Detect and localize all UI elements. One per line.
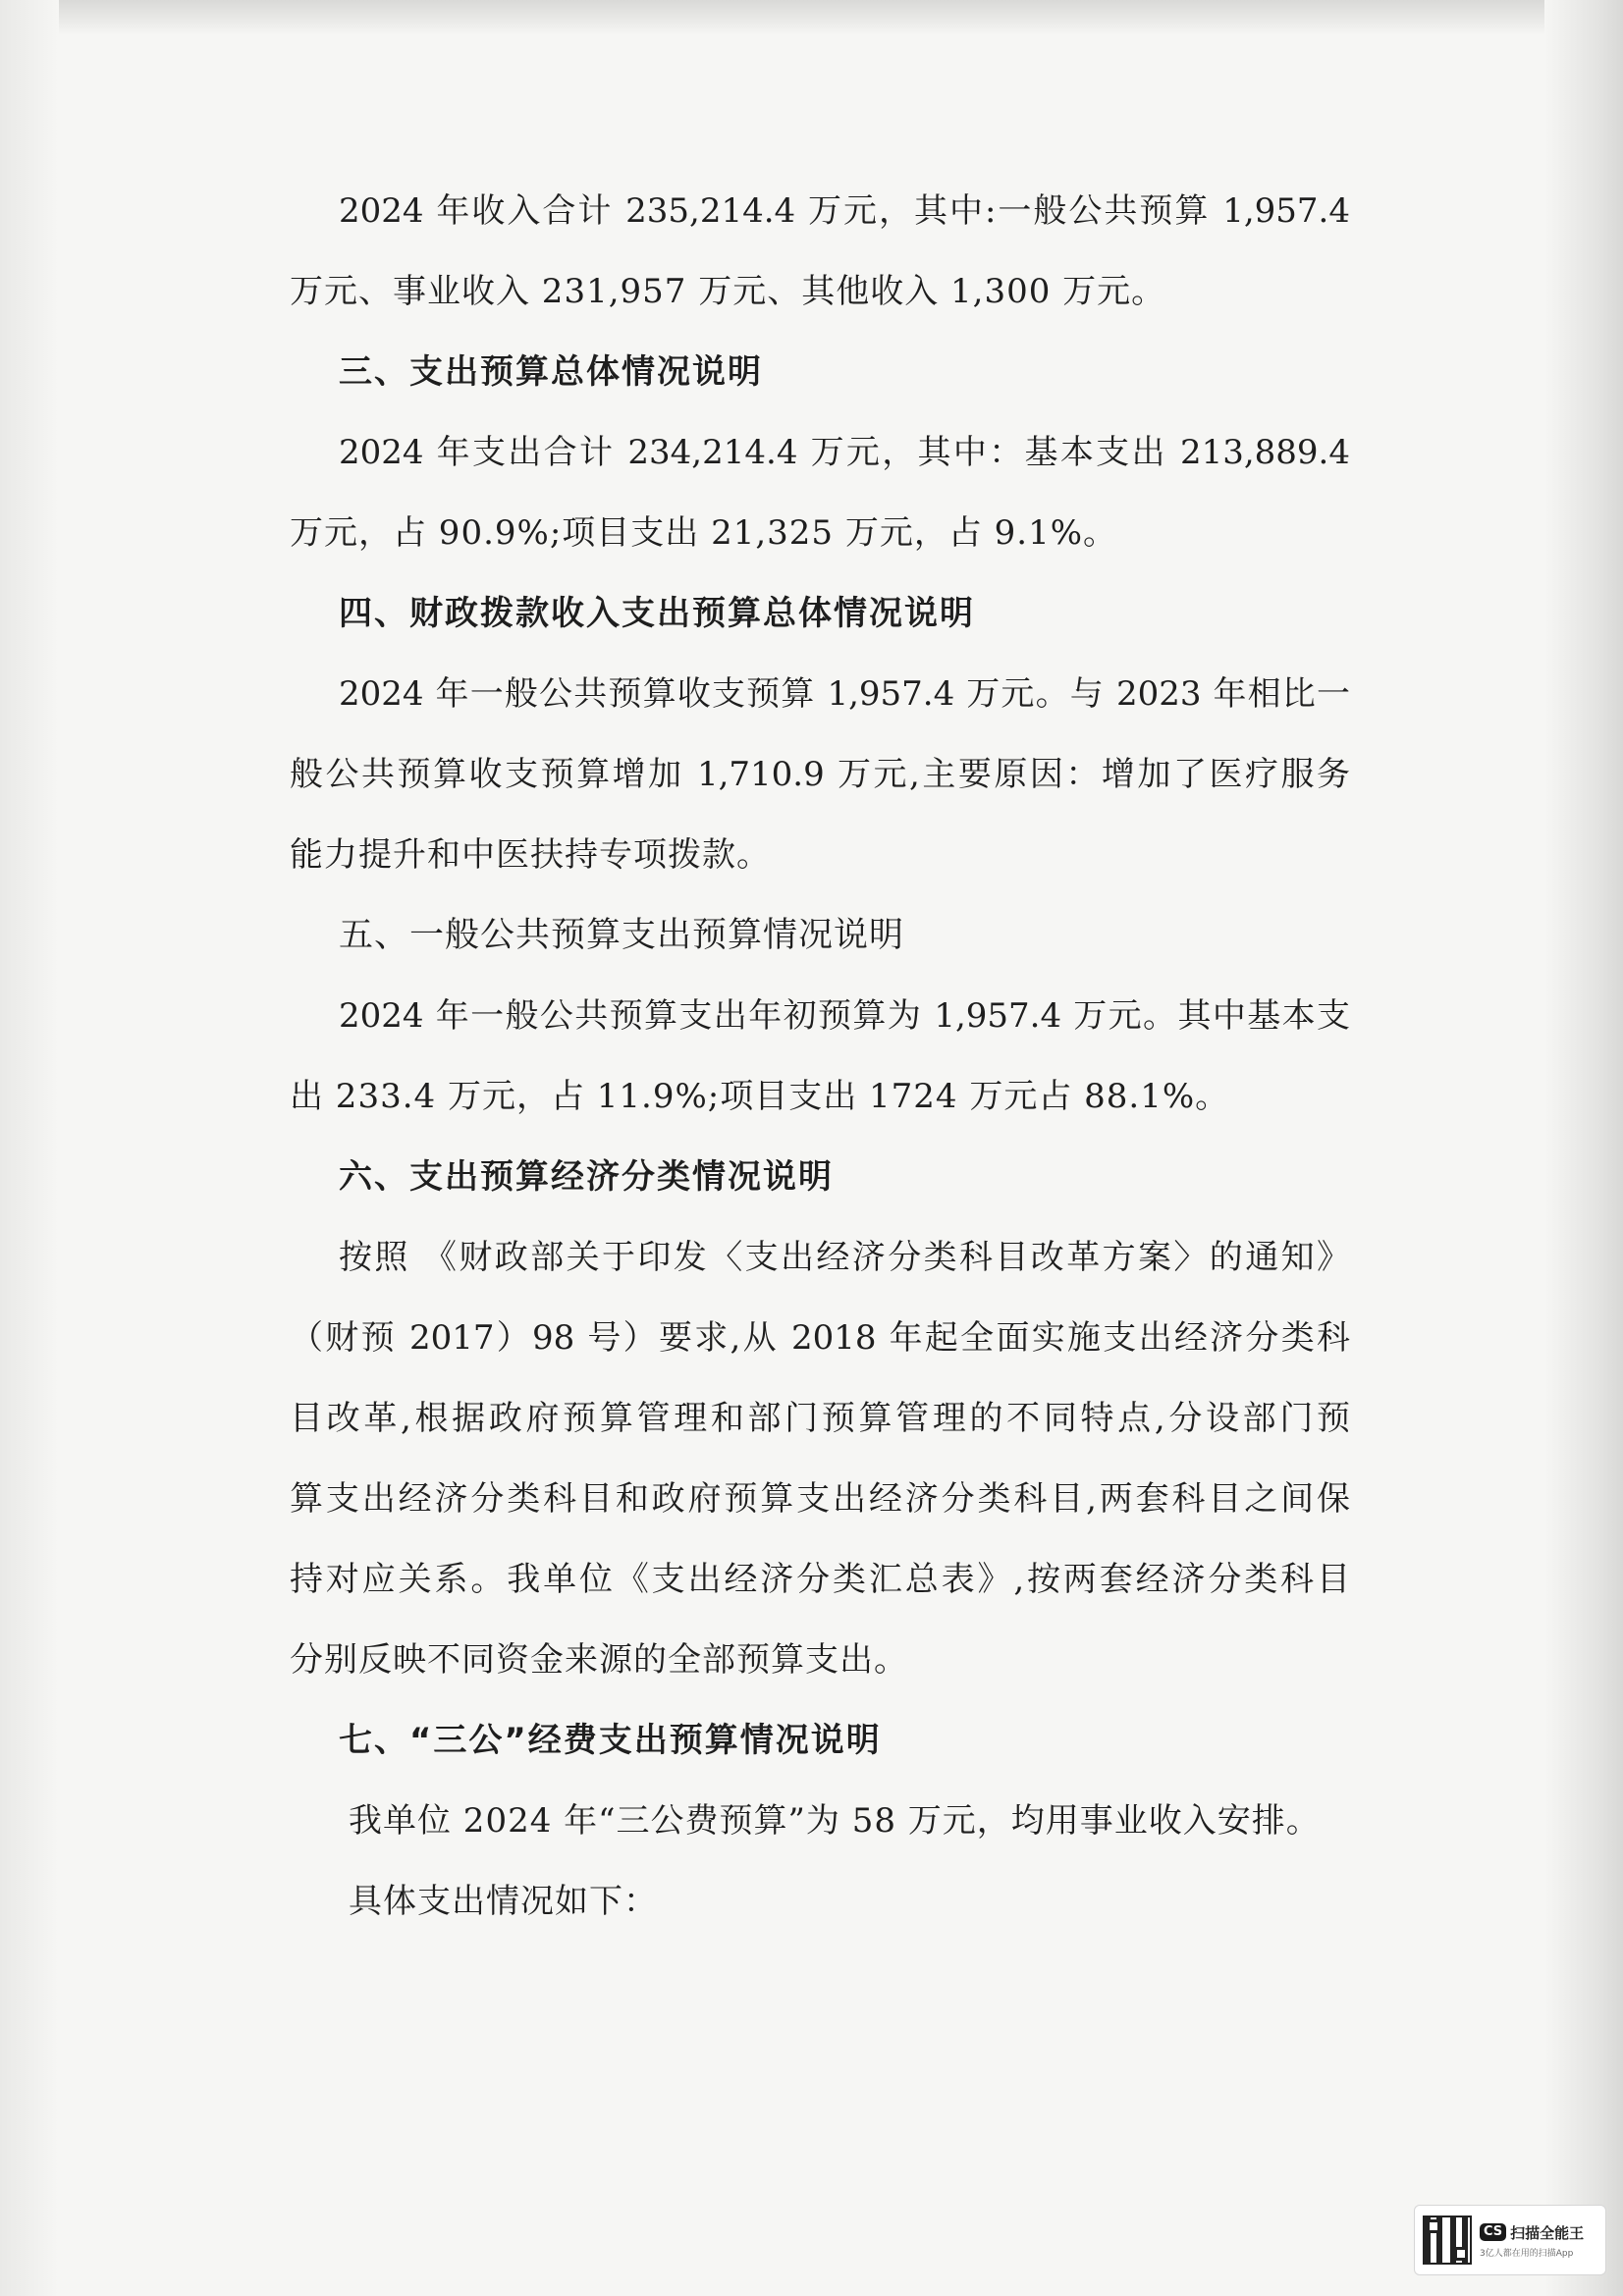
paragraph-line: 能力提升和中医扶持专项拨款。 (290, 835, 771, 875)
section-heading: 三、支出预算总体情况说明 (339, 352, 763, 392)
paragraph-line: 算支出经济分类科目和政府预算支出经济分类科目,两套科目之间保 (290, 1479, 1350, 1519)
paragraph-line: 2024 年支出合计 234,214.4 万元，其中：基本支出 213,889.4 (339, 433, 1350, 472)
section-heading: 七、“三公”经费支出预算情况说明 (339, 1721, 882, 1760)
paragraph-line: （财预 2017）98 号）要求,从 2018 年起全面实施支出经济分类科 (290, 1318, 1350, 1358)
paragraph-line: 目改革,根据政府预算管理和部门预算管理的不同特点,分设部门预 (290, 1399, 1350, 1438)
paragraph-line: 万元，占 90.9%;项目支出 21,325 万元，占 9.1%。 (290, 513, 1118, 553)
paragraph-line: 2024 年收入合计 235,214.4 万元，其中:一般公共预算 1,957.4 (339, 191, 1350, 231)
paragraph-line: 我单位 2024 年“三公费预算”为 58 万元，均用事业收入安排。 (349, 1801, 1321, 1841)
paragraph-line: 具体支出情况如下： (349, 1882, 658, 1921)
section-heading: 四、财政拨款收入支出预算总体情况说明 (339, 594, 975, 633)
paragraph-line: 万元、事业收入 231,957 万元、其他收入 1,300 万元。 (290, 272, 1166, 311)
watermark-app-name: 扫描全能王 (1510, 2223, 1585, 2242)
section-heading: 六、支出预算经济分类情况说明 (339, 1157, 834, 1197)
paragraph-line: 持对应关系。我单位《支出经济分类汇总表》,按两套经济分类科目 (290, 1560, 1350, 1599)
paragraph-line: 分别反映不同资金来源的全部预算支出。 (290, 1640, 908, 1680)
paragraph-line: 按照 《财政部关于印发〈支出经济分类科目改革方案〉的通知》 (339, 1238, 1350, 1277)
watermark-tagline: 3亿人都在用的扫描App (1480, 2248, 1574, 2259)
paragraph-line: 出 233.4 万元，占 11.9%;项目支出 1724 万元占 88.1%。 (290, 1077, 1230, 1116)
paragraph-line: 般公共预算收支预算增加 1,710.9 万元,主要原因：增加了医疗服务 (290, 755, 1350, 794)
paragraph-line: 2024 年一般公共预算支出年初预算为 1,957.4 万元。其中基本支 (339, 996, 1350, 1036)
paragraph-line: 2024 年一般公共预算收支预算 1,957.4 万元。与 2023 年相比一 (339, 674, 1350, 714)
qr-code-icon (1423, 2216, 1472, 2265)
section-heading: 五、一般公共预算支出预算情况说明 (339, 916, 905, 955)
cs-logo-icon: CS (1480, 2223, 1506, 2241)
scanner-watermark (1414, 2205, 1606, 2275)
